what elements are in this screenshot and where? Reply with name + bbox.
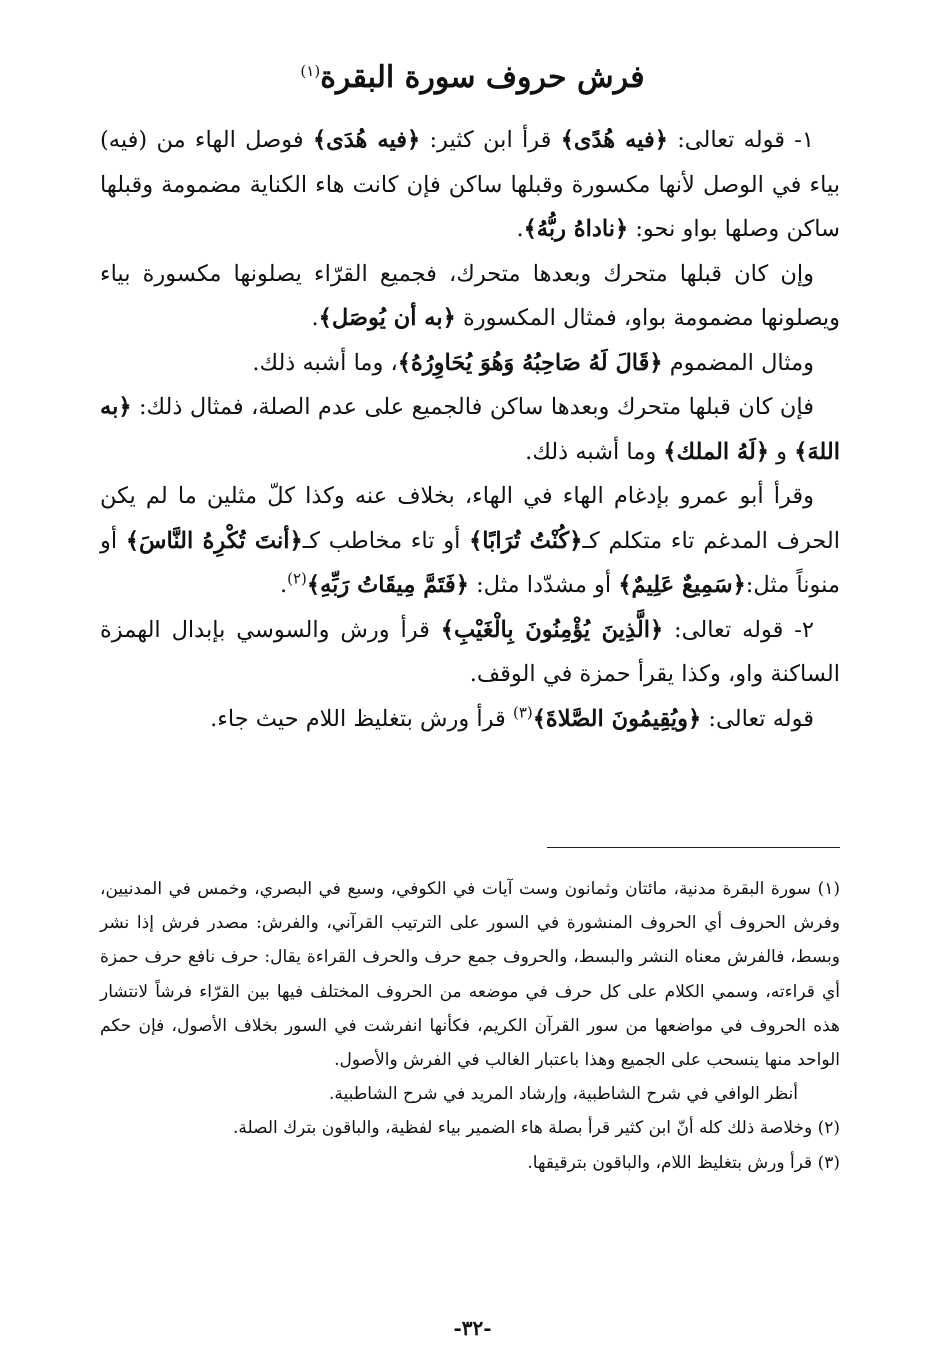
- text-run: .: [311, 305, 319, 331]
- text-run: ١- قوله تعالى:: [667, 127, 814, 153]
- paragraph-3: [100, 341, 840, 386]
- quran-quote: ﴿فيه هُدًى﴾: [560, 127, 668, 153]
- paragraph-1: [100, 118, 840, 252]
- quran-quote: ﴿قَالَ لَهُ صَاحِبُهُ وَهُوَ يُحَاوِرُهُ﴾: [397, 349, 663, 376]
- footnote-3: (٣) قرأ ورش بتغليظ اللام، والباقون بترقيقها.: [527, 1152, 840, 1173]
- page-title: [0, 58, 945, 98]
- footnote-ref-2: (٢): [287, 569, 307, 588]
- text-run: وما أشبه ذلك.: [525, 438, 664, 465]
- footnote-2: (٢) وخلاصة ذلك كله أنّ ابن كثير قرأ بصلة هاء الضمير بياء لفظية، والباقون بترك الصلة.: [232, 1118, 840, 1139]
- text-run: ومثال المضموم: [662, 349, 814, 376]
- footnote-ref-3: (٣): [512, 703, 533, 721]
- paragraph-2: [100, 252, 840, 341]
- text-run: قوله تعالى:: [701, 705, 814, 732]
- text-run: فإن كان قبلها متحرك وبعدها ساكن فالجميع على عدم الصلة، فمثال ذلك:: [131, 394, 814, 420]
- quran-quote: ﴿أنتَ تُكْرِهُ النَّاسَ﴾: [125, 527, 303, 554]
- quran-quote: ﴿ويُقِيمُونَ الصَّلاةَ﴾: [532, 705, 702, 732]
- text-run: فوصل الهاء من (فيه) بياء في الوصل لأنها مكسورة وقبلها ساكن فإن كانت هاء الكناية مضمومة وقبلها ساكن وصلها بواو نحو:: [100, 127, 840, 242]
- quran-quote: ﴿سَمِيعٌ عَلِيمٌ﴾: [618, 572, 746, 598]
- quran-quote: ﴿ناداهُ ربُّهُ﴾: [523, 216, 629, 242]
- footnote-separator: [547, 847, 840, 848]
- text-run: وإن كان قبلها متحرك وبعدها متحرك، فجميع القرّاء يصلونها مكسورة بياء ويصلونها مضمومة بواو، فمثال المكسورة: [100, 260, 840, 331]
- paragraph-4: [100, 385, 840, 474]
- quran-quote: ﴿لَهُ الملك﴾: [663, 438, 770, 465]
- main-text: [100, 118, 840, 741]
- title-text: فرش حروف سورة البقرة: [320, 60, 645, 95]
- text-run: .: [279, 572, 288, 598]
- text-run: ٢- قوله تعالى:: [663, 616, 814, 643]
- text-run: ، وما أشبه ذلك.: [252, 349, 398, 376]
- paragraph-5: [100, 474, 840, 608]
- text-run: أو تاء مخاطب كـ: [302, 527, 470, 554]
- quran-quote: ﴿به اللهَ﴾: [100, 394, 840, 465]
- quran-quote: ﴿فيه هُدَى﴾: [312, 127, 421, 153]
- quran-quote: ﴿كُنْتُ تُرَابًا﴾: [469, 527, 583, 554]
- quran-quote: ﴿فَتَمَّ مِيقَاتُ رَبِّهِ﴾: [306, 572, 469, 598]
- text-run: أو منوناً مثل:: [100, 527, 840, 598]
- text-run: قرأ ورش بتغليظ اللام حيث جاء.: [210, 705, 513, 732]
- text-run: قرأ ورش والسوسي بإبدال الهمزة الساكنة واو، وكذا يقرأ حمزة في الوقف.: [100, 616, 840, 687]
- text-run: .: [516, 216, 524, 242]
- footnotes: [100, 872, 840, 1180]
- paragraph-6: [100, 608, 840, 697]
- footnote-1: (١) سورة البقرة مدنية، مائتان وثمانون وست آيات في الكوفي، وسبع في البصري، وخمس في المدنيين، وفرش الحروف أي الحروف المنشورة في السور على الترتيب القرآني، والفرش: مصدر فرش إذا نشر وبسط، فالفرش معناه النشر والبسط، والحروف جمع حرف والحرف القراءة يقال: حرف نافع حرف حمزة أي قراءته، وسمي الكلام على كل حرف في موضعه من الحروف المختلف فيها بين القرّاء فرشاً لانتشار هذه الحروف في مواضعها من سور القرآن الكريم، فكأنها انفرشت في السور بخلاف الأصول، فإن حكم الواحد منها ينسحب على الجميع وهذا باعتبار الغالب في الفرش والأصول.: [100, 879, 840, 1071]
- text-run: قرأ ابن كثير:: [420, 127, 561, 153]
- text-run: أو مشدّدا مثل:: [468, 572, 619, 598]
- text-run: و: [769, 438, 795, 465]
- quran-quote: ﴿الَّذِينَ يُؤْمِنُونَ بِالْغَيْبِ﴾: [440, 616, 664, 643]
- footnote-1-reference: أنظر الوافي في شرح الشاطبية، وإرشاد المريد في شرح الشاطبية.: [328, 1084, 798, 1105]
- title-footnote-ref: (١): [300, 62, 321, 80]
- text-run: وقرأ أبو عمرو بإدغام الهاء في الهاء، بخلاف عنه وكذا كلّ مثلين ما لم يكن الحرف المدغم تاء متكلم كـ: [100, 483, 841, 554]
- quran-quote: ﴿به أن يُوصَل﴾: [318, 305, 456, 331]
- page-number: -٣٢-: [453, 1316, 492, 1340]
- paragraph-7: [100, 697, 840, 742]
